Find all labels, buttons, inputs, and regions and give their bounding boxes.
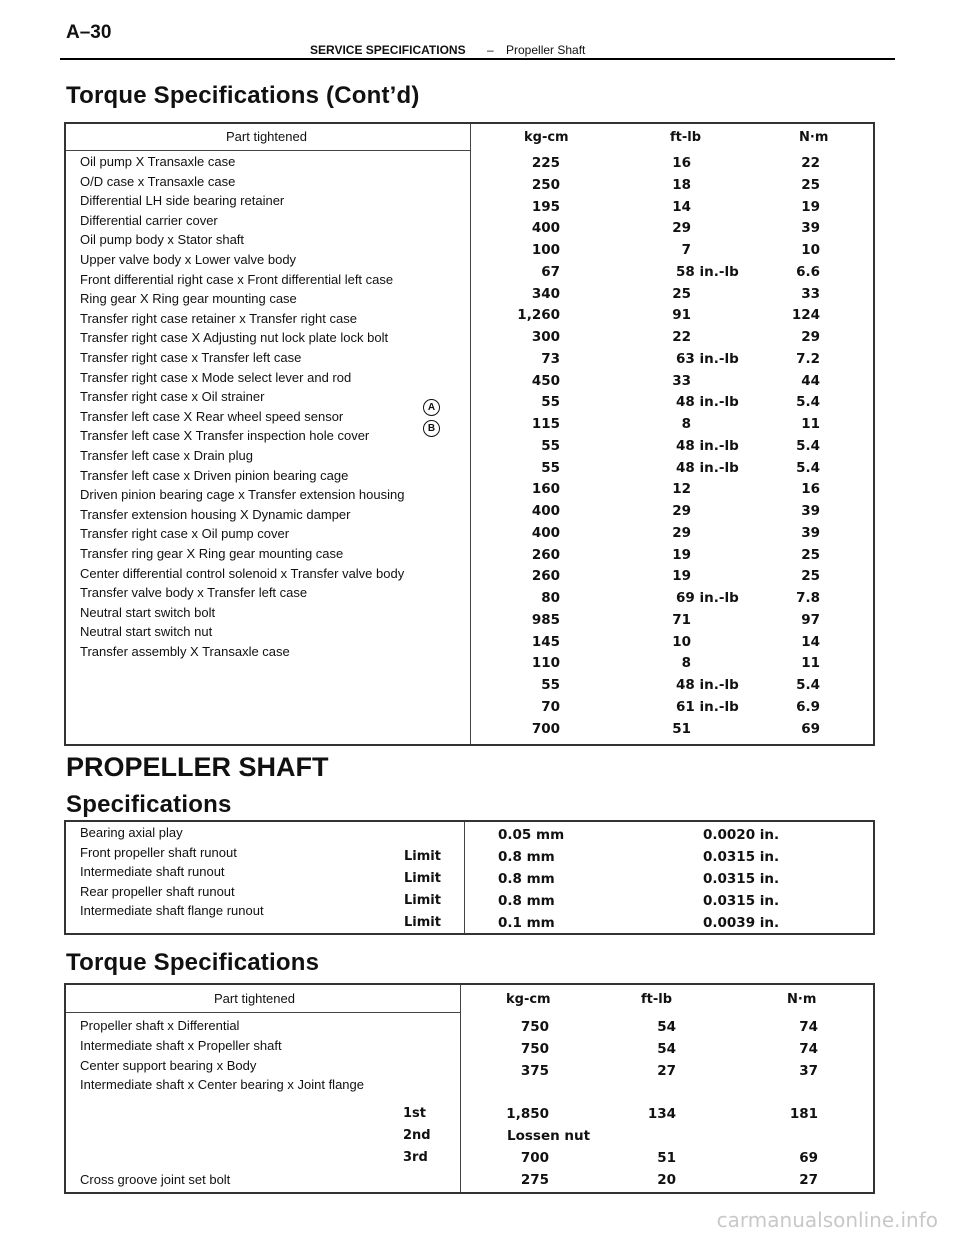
value-kgcm: 400 (531, 220, 560, 237)
part-row: Transfer right case x Oil pump cover (80, 526, 290, 542)
value-ftlb: 20 (657, 1172, 676, 1188)
value-ftlb: 61 in.-lb (676, 698, 739, 715)
specifications-title: Specifications (66, 791, 232, 818)
spec-limit: Limit (404, 915, 441, 930)
part-row: O/D case x Transaxle case (80, 173, 236, 189)
value-nm: 6.6 (796, 263, 820, 280)
value-nm: 25 (801, 568, 820, 585)
value-ftlb: 58 in.-lb (676, 263, 739, 280)
part-row: Intermediate shaft x Center bearing x Joint flange (80, 1077, 364, 1093)
value-kgcm: 375 (520, 1063, 549, 1079)
value-kgcm: 1,260 (517, 307, 560, 324)
value-ftlb: 51 (672, 720, 691, 737)
header-rule (66, 150, 471, 151)
part-row: Intermediate shaft x Propeller shaft (80, 1038, 282, 1053)
value-ftlb: 91 (672, 307, 691, 324)
value-ftlb: 8 (681, 655, 691, 672)
value-ftlb: 48 in.-lb (676, 437, 739, 454)
value-nm: 25 (801, 176, 820, 193)
value-nm: 39 (801, 220, 820, 237)
value-ftlb: 48 in.-lb (676, 677, 739, 693)
header-separator: – (487, 43, 494, 57)
spec-in: 0.0315 in. (703, 893, 780, 909)
value-nm: 11 (801, 655, 820, 672)
value-nm: 10 (801, 242, 820, 258)
value-kgcm: 195 (531, 198, 560, 215)
part-row: Center support bearing x Body (80, 1057, 257, 1073)
value-ftlb: 29 (672, 220, 691, 237)
part-row: Transfer left case x Drain plug (80, 448, 253, 463)
part-row: Transfer right case x Mode select lever and rod (80, 369, 352, 385)
value-ftlb: 51 (657, 1150, 676, 1166)
part-row: Transfer valve body x Transfer left case (80, 585, 308, 601)
value-nm: 29 (801, 329, 820, 345)
col-part-tightened: Part tightened (214, 991, 295, 1006)
value-kgcm: 985 (531, 611, 560, 628)
value-ftlb: 134 (647, 1106, 676, 1122)
value-ftlb: 54 (657, 1041, 676, 1057)
value-kgcm: 400 (531, 503, 560, 519)
part-row: Transfer left case X Transfer inspection hole cover (80, 428, 370, 444)
value-nm: 39 (801, 503, 820, 519)
value-ftlb: 25 (672, 285, 691, 302)
value-ftlb: 48 in.-lb (676, 459, 739, 476)
spec-label: Bearing axial play (80, 825, 183, 840)
watermark: carmanualsonline.info (716, 1208, 938, 1232)
value-nm: 69 (801, 720, 820, 737)
value-ftlb: 33 (672, 372, 691, 389)
value-nm: 44 (801, 372, 820, 389)
value-nm: 37 (799, 1063, 818, 1079)
unit-nm: N·m (799, 130, 829, 145)
spec-in: 0.0315 in. (703, 849, 780, 865)
part-row: Upper valve body x Lower valve body (80, 252, 297, 267)
part-row: Differential carrier cover (80, 212, 218, 228)
value-ftlb: 8 (681, 416, 691, 432)
value-nm: 22 (801, 155, 820, 171)
part-row: Driven pinion bearing cage x Transfer extension housing (80, 487, 405, 503)
part-row: Oil pump X Transaxle case (80, 154, 236, 169)
part-row: Transfer right case retainer x Transfer right case (80, 310, 357, 326)
value-nm: 6.9 (796, 698, 820, 715)
part-row: Cross groove joint set bolt (80, 1172, 231, 1187)
value-nm: 74 (799, 1019, 818, 1035)
specifications-table (64, 820, 875, 935)
column-divider (460, 985, 461, 1192)
value-ftlb: 63 in.-lb (676, 350, 739, 367)
value-kgcm: 55 (541, 437, 560, 454)
part-row: Front differential right case x Front differential left case (80, 271, 394, 287)
value-nm: 11 (801, 416, 820, 432)
value-ftlb: 16 (672, 155, 691, 171)
value-nm: 39 (801, 524, 820, 541)
spec-label: Front propeller shaft runout (80, 844, 237, 860)
value-ftlb: 29 (672, 524, 691, 541)
value-nm: 16 (801, 481, 820, 498)
spec-label: Intermediate shaft flange runout (80, 903, 264, 919)
value-nm: 7.2 (796, 350, 820, 367)
header-rule (60, 58, 895, 60)
part-row: Transfer right case x Oil strainer (80, 389, 265, 405)
value-kgcm: 750 (520, 1019, 549, 1035)
value-kgcm: 55 (541, 459, 560, 476)
value-kgcm: 450 (531, 372, 560, 389)
header-section: SERVICE SPECIFICATIONS (310, 43, 466, 57)
value-ftlb: 18 (672, 176, 691, 193)
part-row: Transfer left case X Rear wheel speed sensor (80, 408, 344, 424)
unit-nm: N·m (787, 992, 817, 1007)
value-kgcm: 750 (520, 1041, 549, 1057)
value-nm: 5.4 (796, 437, 820, 454)
unit-ftlb: ft-lb (641, 992, 673, 1007)
value-ftlb: 14 (672, 198, 691, 215)
value-ftlb: 54 (657, 1019, 676, 1035)
part-row: Propeller shaft x Differential (80, 1018, 240, 1033)
spec-label: Rear propeller shaft runout (80, 883, 235, 899)
header-topic: Propeller Shaft (506, 43, 586, 57)
spec-mm: 0.1 mm (498, 915, 555, 931)
value-kgcm: 340 (531, 285, 560, 302)
section-title: PROPELLER SHAFT (66, 752, 329, 782)
value-kgcm: 55 (541, 677, 560, 693)
page-number: A–30 (66, 22, 112, 43)
value-nm: 19 (801, 198, 820, 215)
value-kgcm: 300 (531, 329, 560, 345)
value-ftlb: 19 (672, 568, 691, 585)
value-ftlb: 10 (672, 633, 691, 650)
mark-a-icon: A (423, 399, 440, 416)
value-kgcm: 275 (520, 1172, 549, 1188)
value-ftlb: 29 (672, 503, 691, 519)
value-nm: 181 (789, 1106, 818, 1122)
value-nm: 5.4 (796, 394, 820, 411)
part-row: Differential LH side bearing retainer (80, 193, 285, 209)
value-nm: 25 (801, 546, 820, 563)
value-nm: 33 (801, 285, 820, 302)
value-kgcm: Lossen nut (507, 1128, 591, 1144)
value-nm: 27 (799, 1172, 818, 1188)
torque-title: Torque Specifications (66, 949, 320, 976)
part-row: Ring gear X Ring gear mounting case (80, 291, 297, 307)
unit-kgcm: kg-cm (506, 992, 551, 1007)
part-row: Oil pump body x Stator shaft (80, 232, 245, 248)
column-divider (464, 822, 465, 933)
value-kgcm: 250 (531, 176, 560, 193)
value-ftlb: 22 (672, 329, 691, 345)
spec-mm: 0.8 mm (498, 849, 555, 865)
header-rule (66, 1012, 461, 1013)
value-nm: 14 (801, 633, 820, 650)
mark-b-icon: B (423, 420, 440, 437)
value-kgcm: 225 (531, 155, 560, 171)
value-nm: 124 (791, 307, 820, 324)
unit-kgcm: kg-cm (524, 130, 569, 145)
torque-contd-table (64, 122, 875, 746)
value-nm: 7.8 (796, 590, 820, 606)
value-nm: 5.4 (796, 459, 820, 476)
part-row: Transfer right case X Adjusting nut lock plate lock bolt (80, 330, 389, 346)
unit-ftlb: ft-lb (670, 130, 702, 145)
spec-in: 0.0039 in. (703, 915, 780, 931)
value-kgcm: 70 (541, 698, 560, 715)
step-label: 2nd (403, 1128, 431, 1143)
step-label: 1st (403, 1106, 426, 1121)
part-row: Transfer left case x Driven pinion bearing cage (80, 467, 349, 483)
value-kgcm: 260 (531, 546, 560, 563)
part-row: Transfer extension housing X Dynamic damper (80, 506, 351, 522)
value-kgcm: 1,850 (506, 1106, 549, 1122)
value-ftlb: 7 (681, 242, 691, 258)
value-nm: 97 (801, 611, 820, 628)
spec-label: Intermediate shaft runout (80, 864, 225, 880)
spec-limit: Limit (404, 849, 441, 864)
value-kgcm: 400 (531, 524, 560, 541)
value-kgcm: 73 (541, 350, 560, 367)
value-ftlb: 12 (672, 481, 691, 498)
column-divider (470, 124, 471, 744)
value-kgcm: 110 (531, 655, 560, 672)
col-part-tightened: Part tightened (226, 129, 307, 144)
value-kgcm: 700 (531, 720, 560, 737)
spec-limit: Limit (404, 893, 441, 908)
part-row: Transfer right case x Transfer left case (80, 350, 302, 365)
value-kgcm: 67 (541, 263, 560, 280)
value-kgcm: 100 (531, 242, 560, 258)
part-row: Transfer ring gear X Ring gear mounting case (80, 546, 344, 561)
value-kgcm: 145 (531, 633, 560, 650)
part-row: Center differential control solenoid x Transfer valve body (80, 565, 405, 581)
value-kgcm: 80 (541, 590, 560, 606)
value-kgcm: 55 (541, 394, 560, 411)
step-label: 3rd (403, 1150, 428, 1165)
part-row: Transfer assembly X Transaxle case (80, 644, 290, 659)
value-kgcm: 700 (520, 1150, 549, 1166)
value-ftlb: 48 in.-lb (676, 394, 739, 411)
value-ftlb: 27 (657, 1063, 676, 1079)
torque-table (64, 983, 875, 1194)
spec-in: 0.0020 in. (703, 827, 780, 843)
value-kgcm: 115 (531, 416, 560, 432)
spec-mm: 0.05 mm (498, 827, 565, 843)
value-nm: 5.4 (796, 677, 820, 693)
torque-contd-title: Torque Specifications (Cont’d) (66, 82, 420, 109)
value-ftlb: 19 (672, 546, 691, 563)
value-nm: 74 (799, 1041, 818, 1057)
spec-in: 0.0315 in. (703, 871, 780, 887)
spec-mm: 0.8 mm (498, 871, 555, 887)
spec-mm: 0.8 mm (498, 893, 555, 909)
value-nm: 69 (799, 1150, 818, 1166)
part-row: Neutral start switch nut (80, 624, 213, 640)
part-row: Neutral start switch bolt (80, 604, 216, 620)
value-ftlb: 71 (672, 611, 691, 628)
value-ftlb: 69 in.-lb (676, 590, 739, 606)
value-kgcm: 160 (531, 481, 560, 498)
value-kgcm: 260 (531, 568, 560, 585)
spec-limit: Limit (404, 871, 441, 886)
